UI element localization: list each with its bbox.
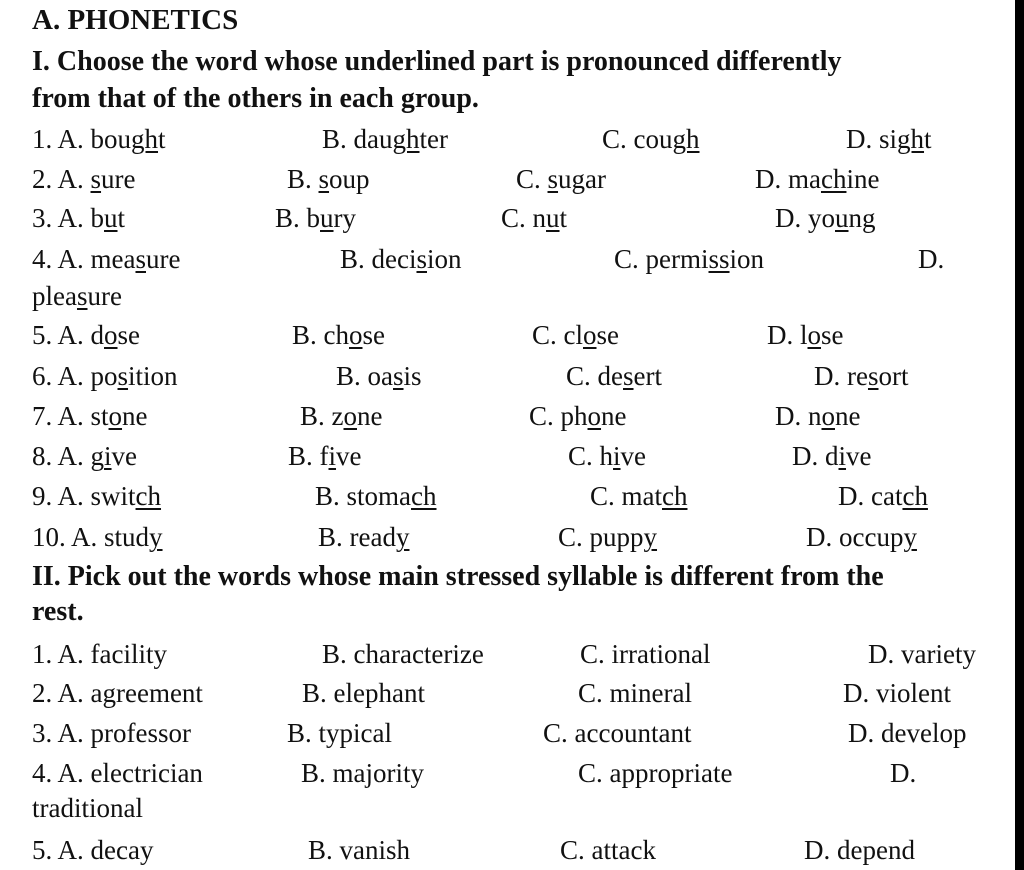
option-text: B. b	[275, 203, 321, 233]
option-text: 1. A. bou	[32, 124, 132, 154]
option-c	[602, 120, 700, 158]
option-text: B. read	[318, 522, 396, 552]
underlined-part: o	[343, 401, 357, 431]
option-text: B. dau	[322, 124, 393, 154]
option-text: B.	[287, 164, 319, 194]
underlined-part: s	[867, 361, 879, 391]
underlined-part: s	[318, 164, 330, 194]
part1-question-row	[0, 199, 1010, 237]
option-text: D. n	[775, 401, 822, 431]
option-text-rest: ne	[835, 401, 861, 431]
underlined-part: o	[349, 320, 363, 350]
option-text: B. f	[288, 441, 329, 471]
option-text-rest: t	[924, 124, 932, 154]
underlined-part: ch	[662, 481, 688, 511]
underlined-part: ss	[708, 244, 730, 274]
option-b: B. majority	[301, 758, 424, 788]
option-b	[275, 199, 356, 237]
option-b	[315, 477, 437, 515]
underlined-part: gh	[131, 124, 159, 154]
underlined-part: s	[623, 361, 634, 391]
underlined-part: y	[149, 522, 163, 552]
part1-question-row	[0, 316, 1010, 354]
underlined-part: s	[76, 281, 88, 311]
option-text: D. re	[814, 361, 868, 391]
option-c: C. irrational	[580, 639, 711, 669]
part2-question-row	[0, 714, 1010, 752]
option-text: B. deci	[340, 244, 417, 274]
option-text-rest: se	[596, 320, 619, 350]
option-text-rest: ve	[336, 441, 362, 471]
option-text-rest: ure	[87, 281, 122, 311]
option-d	[814, 357, 909, 395]
option-text-rest: ne	[122, 401, 148, 431]
part1-heading-line1: I. Choose the word whose underlined part is pronounced differently	[32, 46, 842, 77]
part1-question-row	[0, 477, 1010, 515]
option-text: plea	[32, 281, 77, 311]
option-text-rest: oup	[329, 164, 370, 194]
option-b	[318, 518, 409, 556]
page-edge-bar	[1015, 0, 1024, 870]
option-d	[775, 199, 876, 237]
option-d: D. develop	[848, 718, 967, 748]
option-a: 4. A. electrician	[32, 758, 203, 788]
option-d	[767, 316, 844, 354]
option-text-rest: ne	[357, 401, 383, 431]
option-c	[558, 518, 657, 556]
option-c: C. appropriate	[578, 758, 733, 788]
option-text-rest: t	[158, 124, 166, 154]
option-text: D. cat	[838, 481, 903, 511]
option-text: 6. A. po	[32, 361, 118, 391]
part2-question-row	[0, 674, 1010, 712]
underlined-part: u	[320, 203, 334, 233]
underlined-part: ch	[820, 164, 847, 194]
option-text: B. ch	[292, 320, 349, 350]
option-d: D. variety	[868, 639, 976, 669]
option-d	[918, 240, 944, 278]
part1-question-row	[0, 160, 1010, 198]
part2-heading-line2: rest.	[32, 596, 84, 627]
option-text-rest: ry	[333, 203, 357, 233]
option-text: D. occup	[806, 522, 904, 552]
option-b	[322, 120, 448, 158]
option-d	[838, 477, 928, 515]
option-d-wrapped-word	[32, 278, 122, 314]
underlined-part: i	[104, 441, 112, 471]
part1-question-row	[0, 518, 1010, 556]
option-c: C. mineral	[578, 678, 692, 708]
option-text: C. de	[566, 361, 623, 391]
option-text-rest: ng	[848, 203, 876, 233]
option-a	[32, 199, 125, 237]
part2-question-row	[0, 754, 1010, 792]
underlined-part: y	[903, 522, 917, 552]
option-a: 2. A. agreement	[32, 678, 203, 708]
option-text: D. si	[846, 124, 898, 154]
option-d	[792, 437, 872, 475]
option-text: B. stoma	[315, 481, 412, 511]
option-text: C. cou	[602, 124, 673, 154]
option-text-rest: ve	[111, 441, 138, 471]
option-text: D.	[918, 244, 945, 274]
option-text: C. ph	[529, 401, 588, 431]
option-c	[614, 240, 764, 278]
option-text: 7. A. st	[32, 401, 109, 431]
option-b	[340, 240, 462, 278]
underlined-part: u	[546, 203, 560, 233]
option-text-rest: ion	[729, 244, 765, 274]
option-c	[529, 397, 627, 435]
option-c	[516, 160, 606, 198]
option-text-rest: se	[117, 320, 141, 350]
part2-question-row	[0, 831, 1010, 869]
option-a	[32, 316, 140, 354]
option-a	[32, 240, 180, 278]
option-text: C. mat	[590, 481, 662, 511]
option-text: 9. A. swit	[32, 481, 136, 511]
option-text-rest: t	[559, 203, 568, 233]
option-text-rest: ve	[620, 441, 647, 471]
underlined-part: u	[835, 203, 849, 233]
option-text-rest: ter	[419, 124, 448, 154]
option-c	[590, 477, 687, 515]
option-d-wrapped-word: traditional	[32, 793, 143, 823]
option-a	[32, 160, 136, 198]
underlined-part: y	[643, 522, 658, 552]
option-text-rest: ne	[601, 401, 627, 431]
option-text: C. cl	[532, 320, 583, 350]
underlined-part: u	[104, 203, 118, 233]
underlined-part: s	[416, 244, 427, 274]
option-a: 3. A. professor	[32, 718, 191, 748]
option-c	[566, 357, 662, 395]
option-c: C. attack	[560, 835, 656, 865]
option-text-rest: ion	[427, 244, 462, 274]
option-text-rest: is	[403, 361, 422, 391]
option-text: D. d	[792, 441, 839, 471]
option-a	[32, 437, 137, 475]
part2-heading-line1: II. Pick out the words whose main stressed syllable is different from the	[32, 561, 884, 592]
option-text: C.	[516, 164, 548, 194]
option-b	[287, 160, 370, 198]
part2-question-row	[0, 635, 1010, 673]
option-d	[755, 160, 879, 198]
underlined-part: i	[328, 441, 337, 471]
underlined-part: i	[613, 441, 621, 471]
option-d	[775, 397, 860, 435]
option-a	[32, 120, 166, 158]
option-b	[292, 316, 385, 354]
option-text: B. z	[300, 401, 344, 431]
underlined-part: gh	[672, 124, 700, 154]
option-b	[300, 397, 382, 435]
underlined-part: s	[547, 164, 559, 194]
option-b: B. typical	[287, 718, 392, 748]
option-text-rest: ert	[633, 361, 662, 391]
part1-question-row	[0, 357, 1010, 395]
section-title: A. PHONETICS	[32, 4, 239, 36]
option-d: D. violent	[843, 678, 951, 708]
underlined-part: s	[393, 361, 404, 391]
option-text-rest: ugar	[558, 164, 607, 194]
option-b	[288, 437, 362, 475]
option-text: C. pupp	[558, 522, 644, 552]
part1-question-row	[0, 240, 1010, 278]
option-d	[846, 120, 932, 158]
option-text-rest: ve	[846, 441, 872, 471]
underlined-part: o	[821, 401, 835, 431]
option-d	[806, 518, 917, 556]
option-text: 8. A. g	[32, 441, 105, 471]
option-text: B. oa	[336, 361, 393, 391]
underlined-part: o	[587, 401, 602, 431]
option-text: C. n	[501, 203, 547, 233]
option-c	[532, 316, 619, 354]
underlined-part: o	[583, 320, 597, 350]
underlined-part: o	[108, 401, 123, 431]
option-d: D. depend	[804, 835, 915, 865]
option-text: 5. A. d	[32, 320, 105, 350]
underlined-part: ch	[902, 481, 928, 511]
option-text-rest: ure	[146, 244, 181, 274]
option-text-rest: ort	[878, 361, 909, 391]
option-c	[501, 199, 567, 237]
option-text-rest: ition	[128, 361, 178, 391]
option-c	[568, 437, 646, 475]
option-b	[336, 357, 422, 395]
part1-question-row	[0, 120, 1010, 158]
option-b: B. elephant	[302, 678, 425, 708]
option-a	[32, 357, 178, 395]
option-text: C. h	[568, 441, 614, 471]
option-text: C. permi	[614, 244, 709, 274]
option-b: B. characterize	[322, 639, 484, 669]
underlined-part: o	[104, 320, 118, 350]
underlined-part: gh	[897, 124, 925, 154]
option-c: C. accountant	[543, 718, 692, 748]
option-text: 2. A.	[32, 164, 91, 194]
option-text-rest: t	[117, 203, 126, 233]
option-a: 5. A. decay	[32, 835, 154, 865]
option-a	[32, 397, 148, 435]
underlined-part: ch	[411, 481, 437, 511]
option-a	[32, 477, 161, 515]
part1-heading-line2: from that of the others in each group.	[32, 83, 479, 114]
option-a	[32, 518, 163, 556]
underlined-part: i	[838, 441, 847, 471]
part1-question-row	[0, 437, 1010, 475]
underlined-part: y	[395, 522, 410, 552]
option-text: D. l	[767, 320, 808, 350]
option-text: D. ma	[755, 164, 821, 194]
option-text-rest: se	[362, 320, 385, 350]
option-d: D.	[890, 758, 917, 788]
part1-question-row	[0, 397, 1010, 435]
option-text-rest: ine	[846, 164, 880, 194]
underlined-part: s	[117, 361, 129, 391]
underlined-part: gh	[392, 124, 420, 154]
option-b: B. vanish	[308, 835, 411, 865]
underlined-part: o	[807, 320, 821, 350]
underlined-part: s	[90, 164, 102, 194]
option-text-rest: ure	[101, 164, 136, 194]
option-text: 4. A. mea	[32, 244, 136, 274]
option-text: 10. A. stud	[32, 522, 150, 552]
underlined-part: s	[135, 244, 146, 274]
option-a: 1. A. facility	[32, 639, 167, 669]
option-text: 3. A. b	[32, 203, 105, 233]
underlined-part: ch	[135, 481, 162, 511]
option-text-rest: se	[821, 320, 844, 350]
option-text: D. yo	[775, 203, 835, 233]
